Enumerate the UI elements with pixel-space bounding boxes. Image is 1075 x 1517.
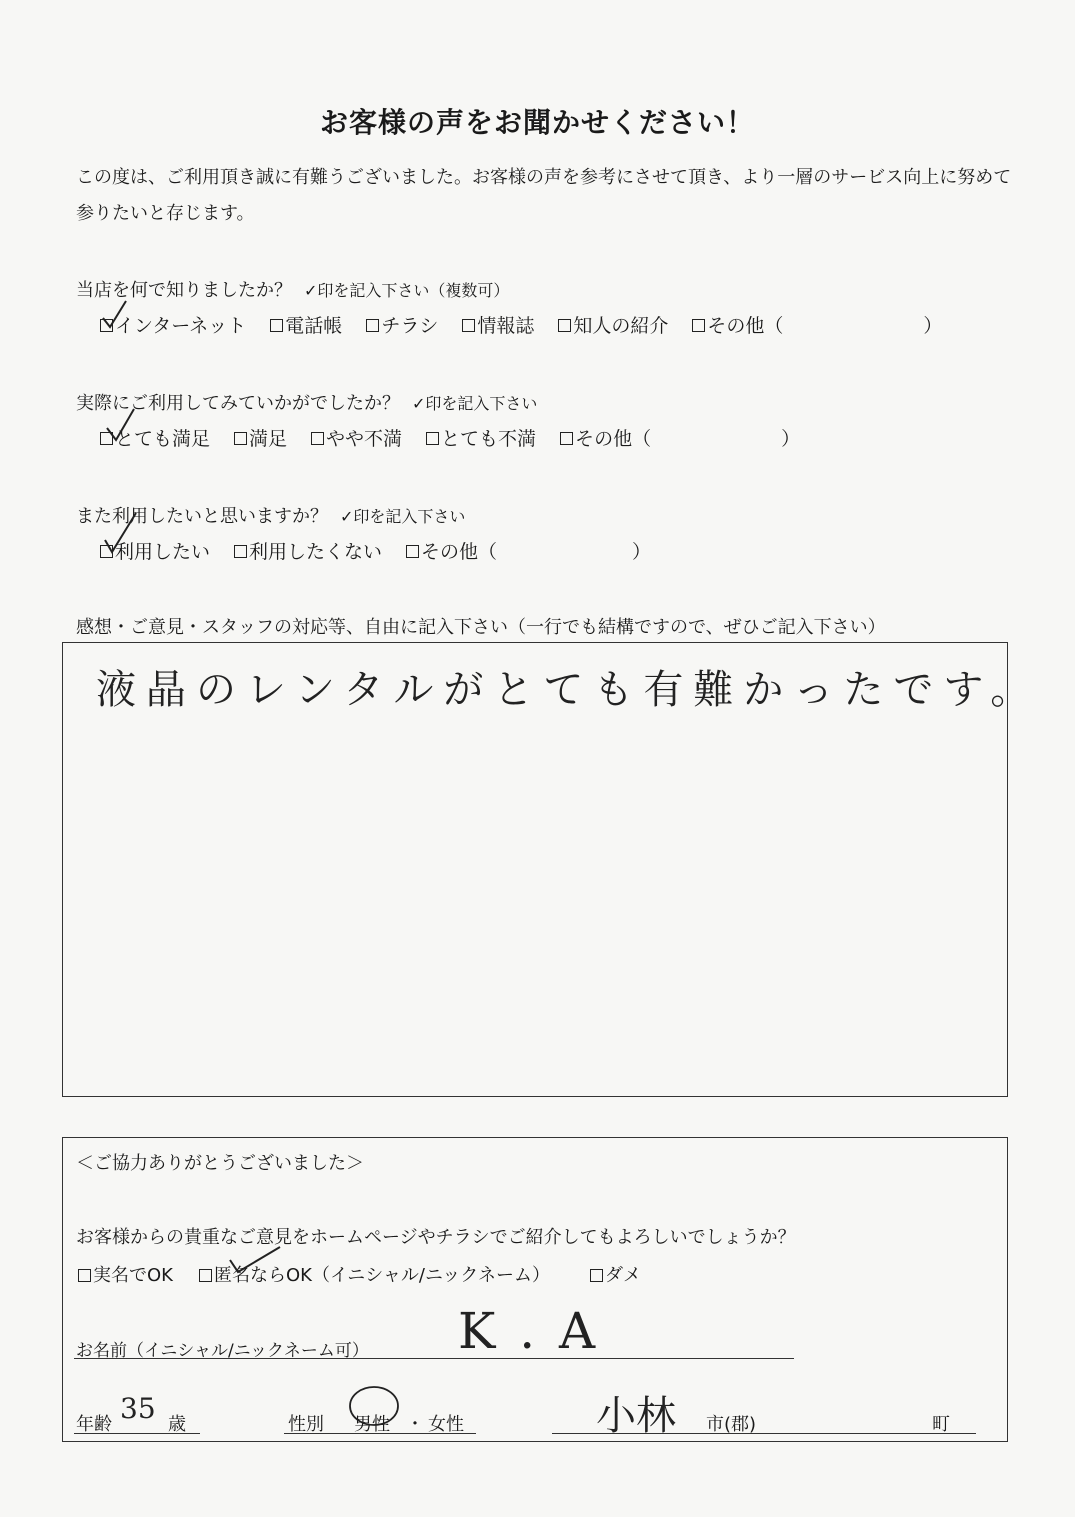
q2-note: ✓印を記入下さい (412, 394, 538, 413)
gender-male[interactable]: 男性 (354, 1414, 390, 1435)
q2-option-very-unsatisfied[interactable]: とても不満 (426, 424, 536, 451)
q1-option-phonebook[interactable]: 電話帳 (270, 311, 342, 338)
gender-underline (284, 1433, 476, 1434)
q1-question-row (76, 276, 509, 302)
checkbox-icon[interactable] (270, 319, 283, 332)
address-underline (552, 1433, 976, 1434)
page-title: お客様の声をお聞かせください！ (319, 106, 755, 139)
q1-options (100, 311, 966, 338)
q2-option-somewhat-unsatisfied[interactable]: やや不満 (311, 424, 402, 451)
gender-female[interactable]: 女性 (428, 1414, 464, 1435)
thanks-message: ＜ご協力ありがとうございました＞ (76, 1153, 364, 1174)
q2-option-satisfied[interactable]: 満足 (234, 424, 287, 451)
q2-option-other[interactable]: その他（ ） (560, 424, 800, 451)
q1-option-referral[interactable]: 知人の紹介 (558, 311, 668, 338)
check-mark-icon (100, 298, 130, 332)
permission-question: お客様からの貴重なご意見をホームページやチラシでご紹介してもよろしいでしょうか？ (76, 1227, 796, 1248)
checkbox-icon[interactable] (692, 319, 705, 332)
checkbox-icon[interactable] (366, 319, 379, 332)
permission-option-anonymous[interactable]: 匿名ならOK（イニシャル/ニックネーム） (199, 1261, 550, 1287)
checkbox-checked-icon[interactable] (199, 1269, 212, 1282)
q1-option-flyer[interactable]: チラシ (366, 311, 438, 338)
q2-option-very-satisfied[interactable]: とても満足 (100, 424, 210, 451)
name-handwritten: K . A (458, 1302, 600, 1360)
city-unit: 市(郡) (706, 1414, 757, 1435)
permission-option-no[interactable]: ダメ (590, 1261, 641, 1287)
checkbox-icon[interactable] (234, 545, 247, 558)
permission-option-real-name[interactable]: 実名でOK (78, 1261, 173, 1287)
permission-options (78, 1261, 665, 1287)
q1-note: ✓印を記入下さい（複数可） (304, 281, 510, 300)
q2-question-row (76, 389, 537, 415)
checkbox-icon[interactable] (406, 545, 419, 558)
name-underline (74, 1358, 794, 1359)
checkbox-icon[interactable] (234, 432, 247, 445)
circle-mark-icon (346, 1384, 404, 1430)
q3-options (100, 537, 675, 564)
gender-separator: ・ (406, 1414, 424, 1435)
age-label: 年齢 (76, 1414, 112, 1435)
q1-option-magazine[interactable]: 情報誌 (462, 311, 534, 338)
check-mark-icon (226, 1244, 284, 1280)
q3-option-no[interactable]: 利用したくない (234, 537, 382, 564)
q1-question: 当店を何で知りましたか？ (76, 280, 292, 301)
q3-option-yes[interactable]: 利用したい (100, 537, 210, 564)
q1-option-other[interactable]: その他（ ） (692, 311, 942, 338)
gender-label: 性別 (288, 1414, 324, 1435)
q1-option-internet[interactable]: インターネット (100, 311, 246, 338)
check-mark-icon (104, 406, 138, 444)
name-label: お名前（イニシャル/ニックネーム可） (76, 1341, 369, 1361)
q3-question: また利用したいと思いますか？ (76, 506, 328, 527)
city-handwritten: 小林 (596, 1393, 676, 1439)
comment-label: 感想・ご意見・スタッフの対応等、自由に記入下さい（一行でも結構ですので、ぜひご記入下さい） (76, 617, 886, 638)
age-handwritten: 35 (120, 1392, 156, 1425)
town-unit: 町 (932, 1414, 950, 1435)
q3-note: ✓印を記入下さい (340, 507, 466, 526)
age-underline (74, 1433, 200, 1434)
checkbox-icon[interactable] (560, 432, 573, 445)
checkbox-icon[interactable] (558, 319, 571, 332)
consent-section (62, 1137, 1008, 1442)
q2-options (100, 424, 824, 451)
checkbox-icon[interactable] (590, 1269, 603, 1282)
checkbox-icon[interactable] (426, 432, 439, 445)
age-unit: 歳 (168, 1414, 186, 1435)
comment-handwritten-text: 液晶のレンタルがとても有難かったです。 (96, 667, 1041, 713)
q3-option-other[interactable]: その他（ ） (406, 537, 651, 564)
check-mark-icon (102, 510, 140, 556)
intro-text: この度は、ご利用頂き誠に有難うございました。お客様の声を参考にさせて頂き、より一層のサービス向上に努めて参りたいと存じます。 (76, 167, 1012, 224)
checkbox-icon[interactable] (311, 432, 324, 445)
checkbox-icon[interactable] (462, 319, 475, 332)
q2-question: 実際にご利用してみていかがでしたか？ (76, 393, 400, 414)
checkbox-icon[interactable] (78, 1269, 91, 1282)
